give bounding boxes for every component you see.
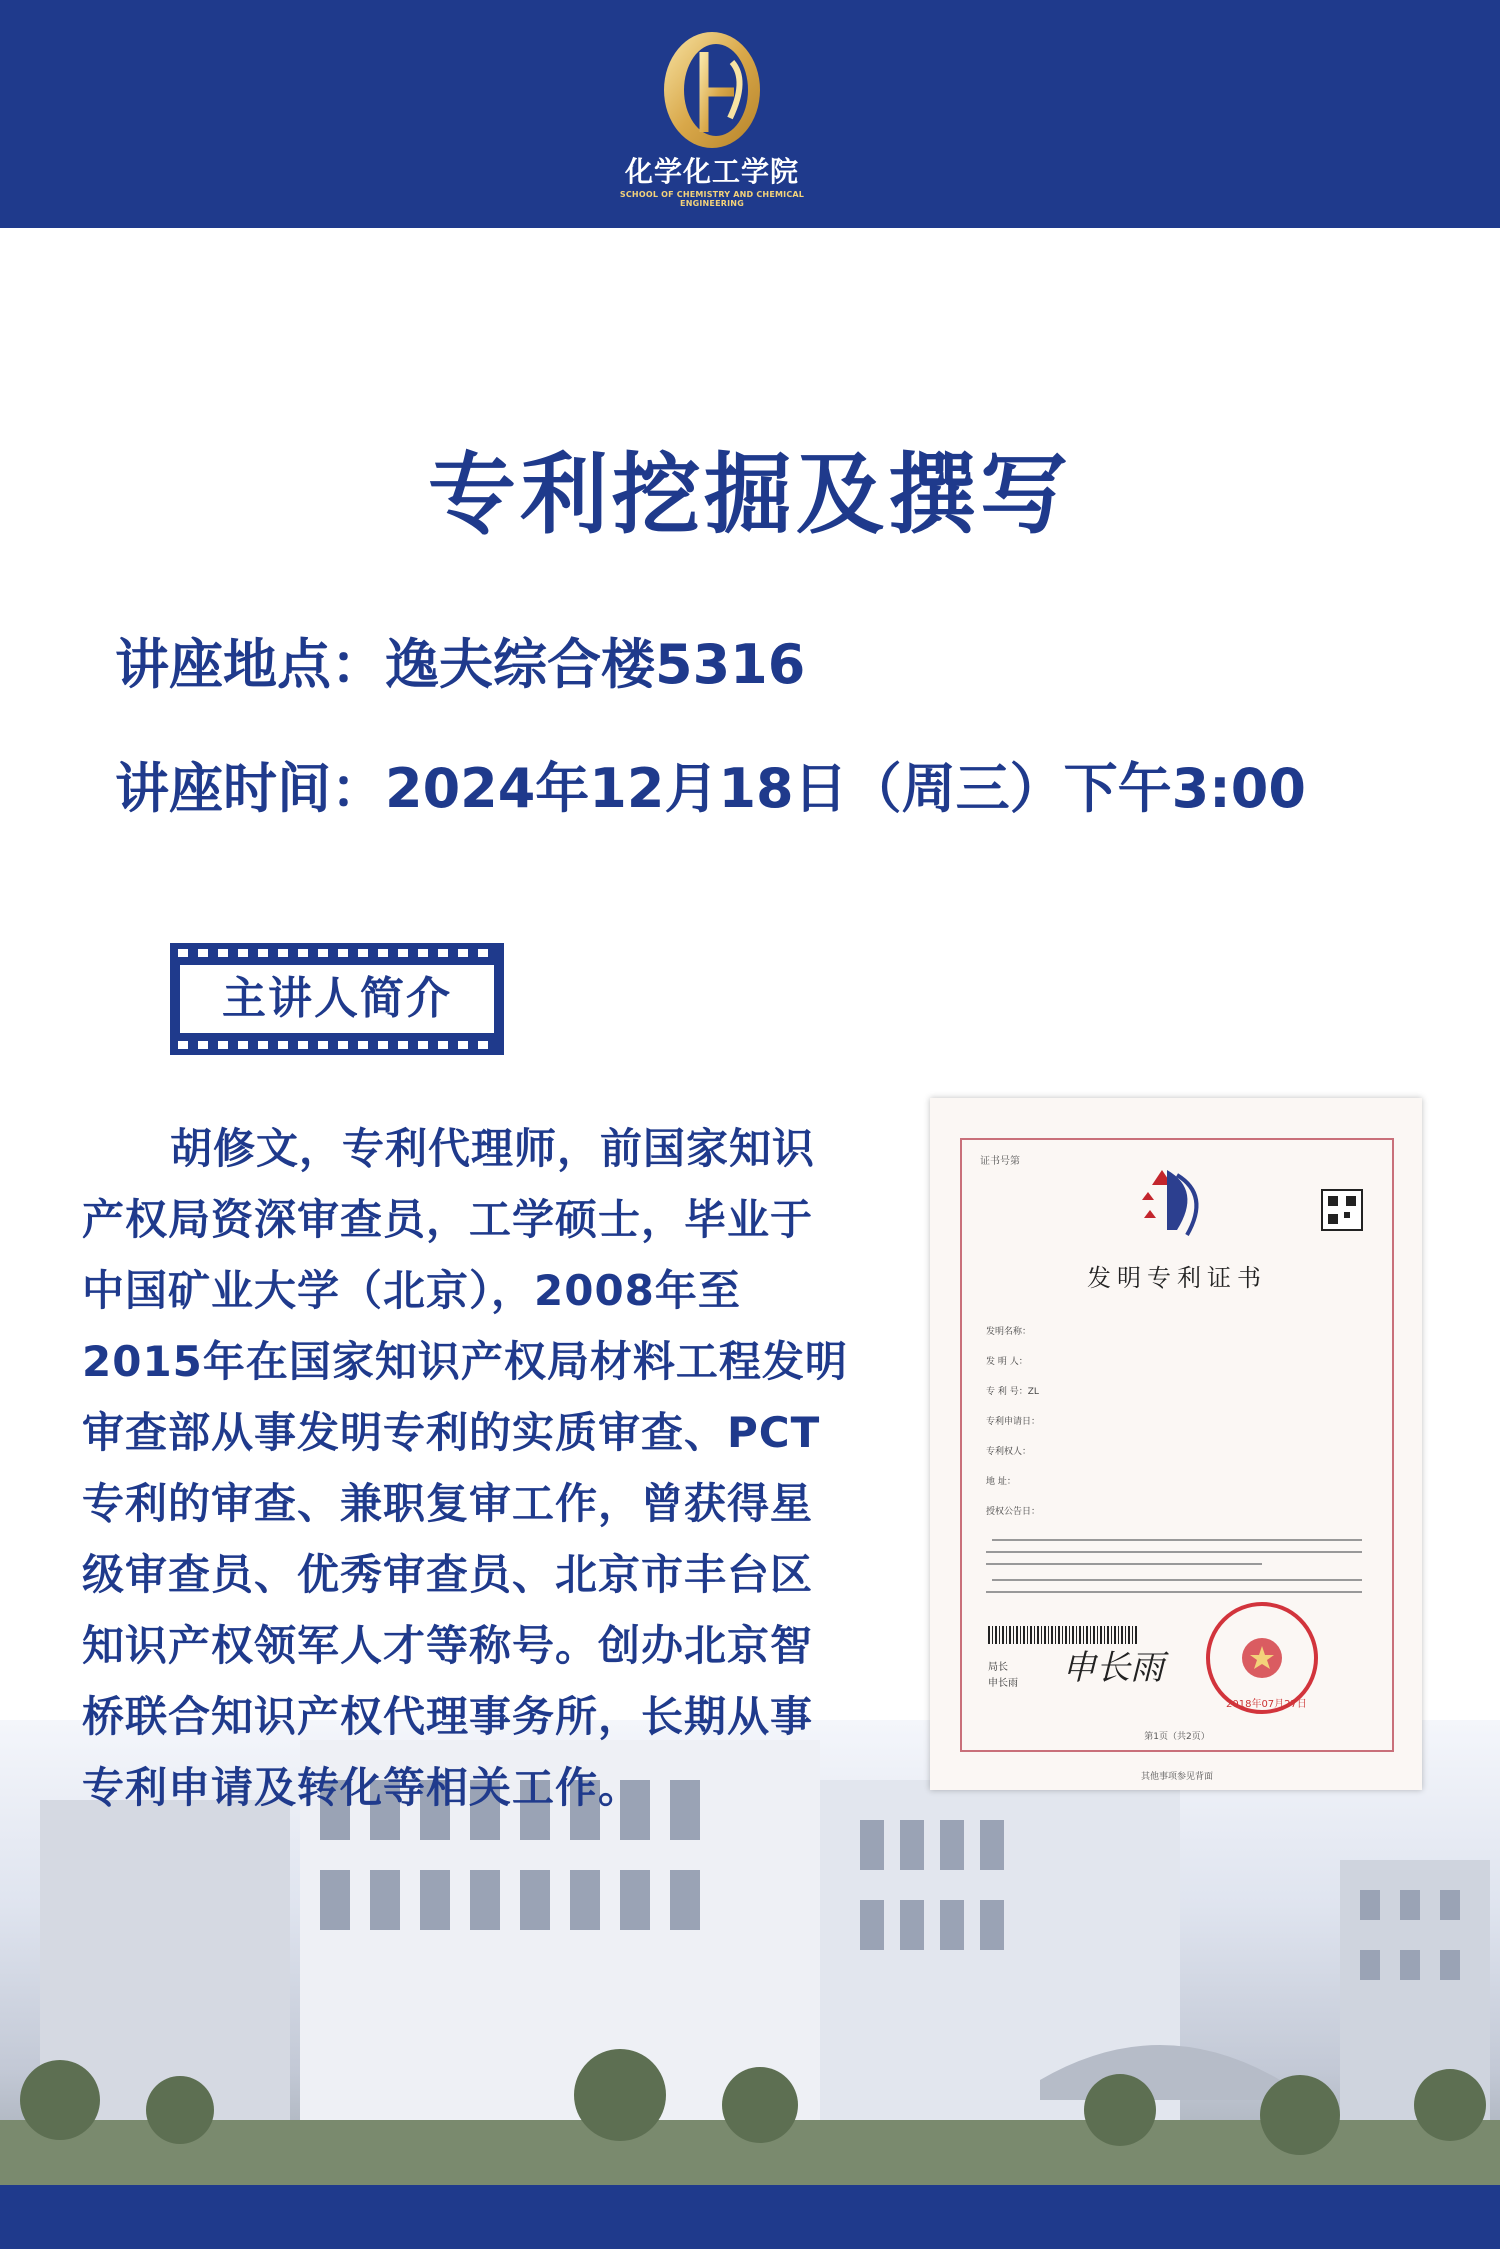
certificate-number: 证书号第 bbox=[980, 1156, 1020, 1167]
cert-row-holder: 专利权人： bbox=[986, 1447, 1032, 1457]
cert-row-number: 专 利 号：ZL bbox=[986, 1387, 1039, 1397]
patent-certificate-image bbox=[930, 1098, 1422, 1790]
lecture-location: 讲座地点：逸夫综合楼5316 bbox=[115, 633, 806, 696]
director-signature: 申长雨 bbox=[1062, 1648, 1164, 1688]
lecture-time: 讲座时间：2024年12月18日（周三）下午3:00 bbox=[115, 757, 1306, 820]
director-name: 申长雨 bbox=[988, 1678, 1018, 1689]
cert-row-address: 地 址： bbox=[986, 1477, 1016, 1487]
certificate-border bbox=[960, 1138, 1394, 1782]
cert-row-date: 专利申请日： bbox=[986, 1417, 1041, 1427]
certificate-page: 第1页（共2页） bbox=[1144, 1732, 1210, 1742]
director-label: 局长 bbox=[988, 1662, 1008, 1673]
seal-date: 2018年07月27日 bbox=[1226, 1699, 1307, 1710]
cert-row-inventor: 发 明 人： bbox=[986, 1357, 1028, 1367]
film-holes-bottom bbox=[178, 1041, 496, 1049]
certificate-title: 发明专利证书 bbox=[1087, 1264, 1267, 1292]
speaker-bio: 胡修文，专利代理师，前国家知识产权局资深审查员，工学硕士，毕业于中国矿业大学（北京），2008年至2015年在国家知识产权局材料工程发明审查部从事发明专利的实质审查、PCT专利的审查、兼职复审工作，曾获得星级审查员、优秀审查员、北京市丰台区知识产权领军人才等称号。创办北京智桥联合知识产权代理事务所，长期从事专利申请及转化等相关工作。 bbox=[82, 1124, 848, 1812]
footer-bar bbox=[0, 2185, 1500, 2249]
header-bar bbox=[0, 0, 1500, 228]
patent-office-emblem-icon bbox=[962, 1140, 1392, 1260]
school-logo bbox=[612, 22, 812, 212]
certificate-footer: 其他事项参见背面 bbox=[1140, 1772, 1213, 1782]
logo-emblem-icon bbox=[612, 22, 812, 152]
logo-subtext: SCHOOL OF CHEMISTRY AND CHEMICAL ENGINEERING bbox=[619, 190, 805, 208]
speaker-intro-label: 主讲人简介 bbox=[180, 965, 494, 1033]
certificate-body-lines bbox=[962, 1530, 1392, 1620]
film-holes-top bbox=[178, 949, 496, 957]
cert-row-grant-date: 授权公告日： bbox=[986, 1507, 1041, 1517]
page-title: 专利挖掘及撰写 bbox=[427, 443, 1072, 546]
speaker-intro-heading bbox=[170, 943, 504, 1055]
cert-row-name: 发明名称： bbox=[986, 1327, 1032, 1337]
logo-text: 化学化工学院 bbox=[624, 155, 799, 188]
director-title bbox=[988, 1660, 1018, 1692]
